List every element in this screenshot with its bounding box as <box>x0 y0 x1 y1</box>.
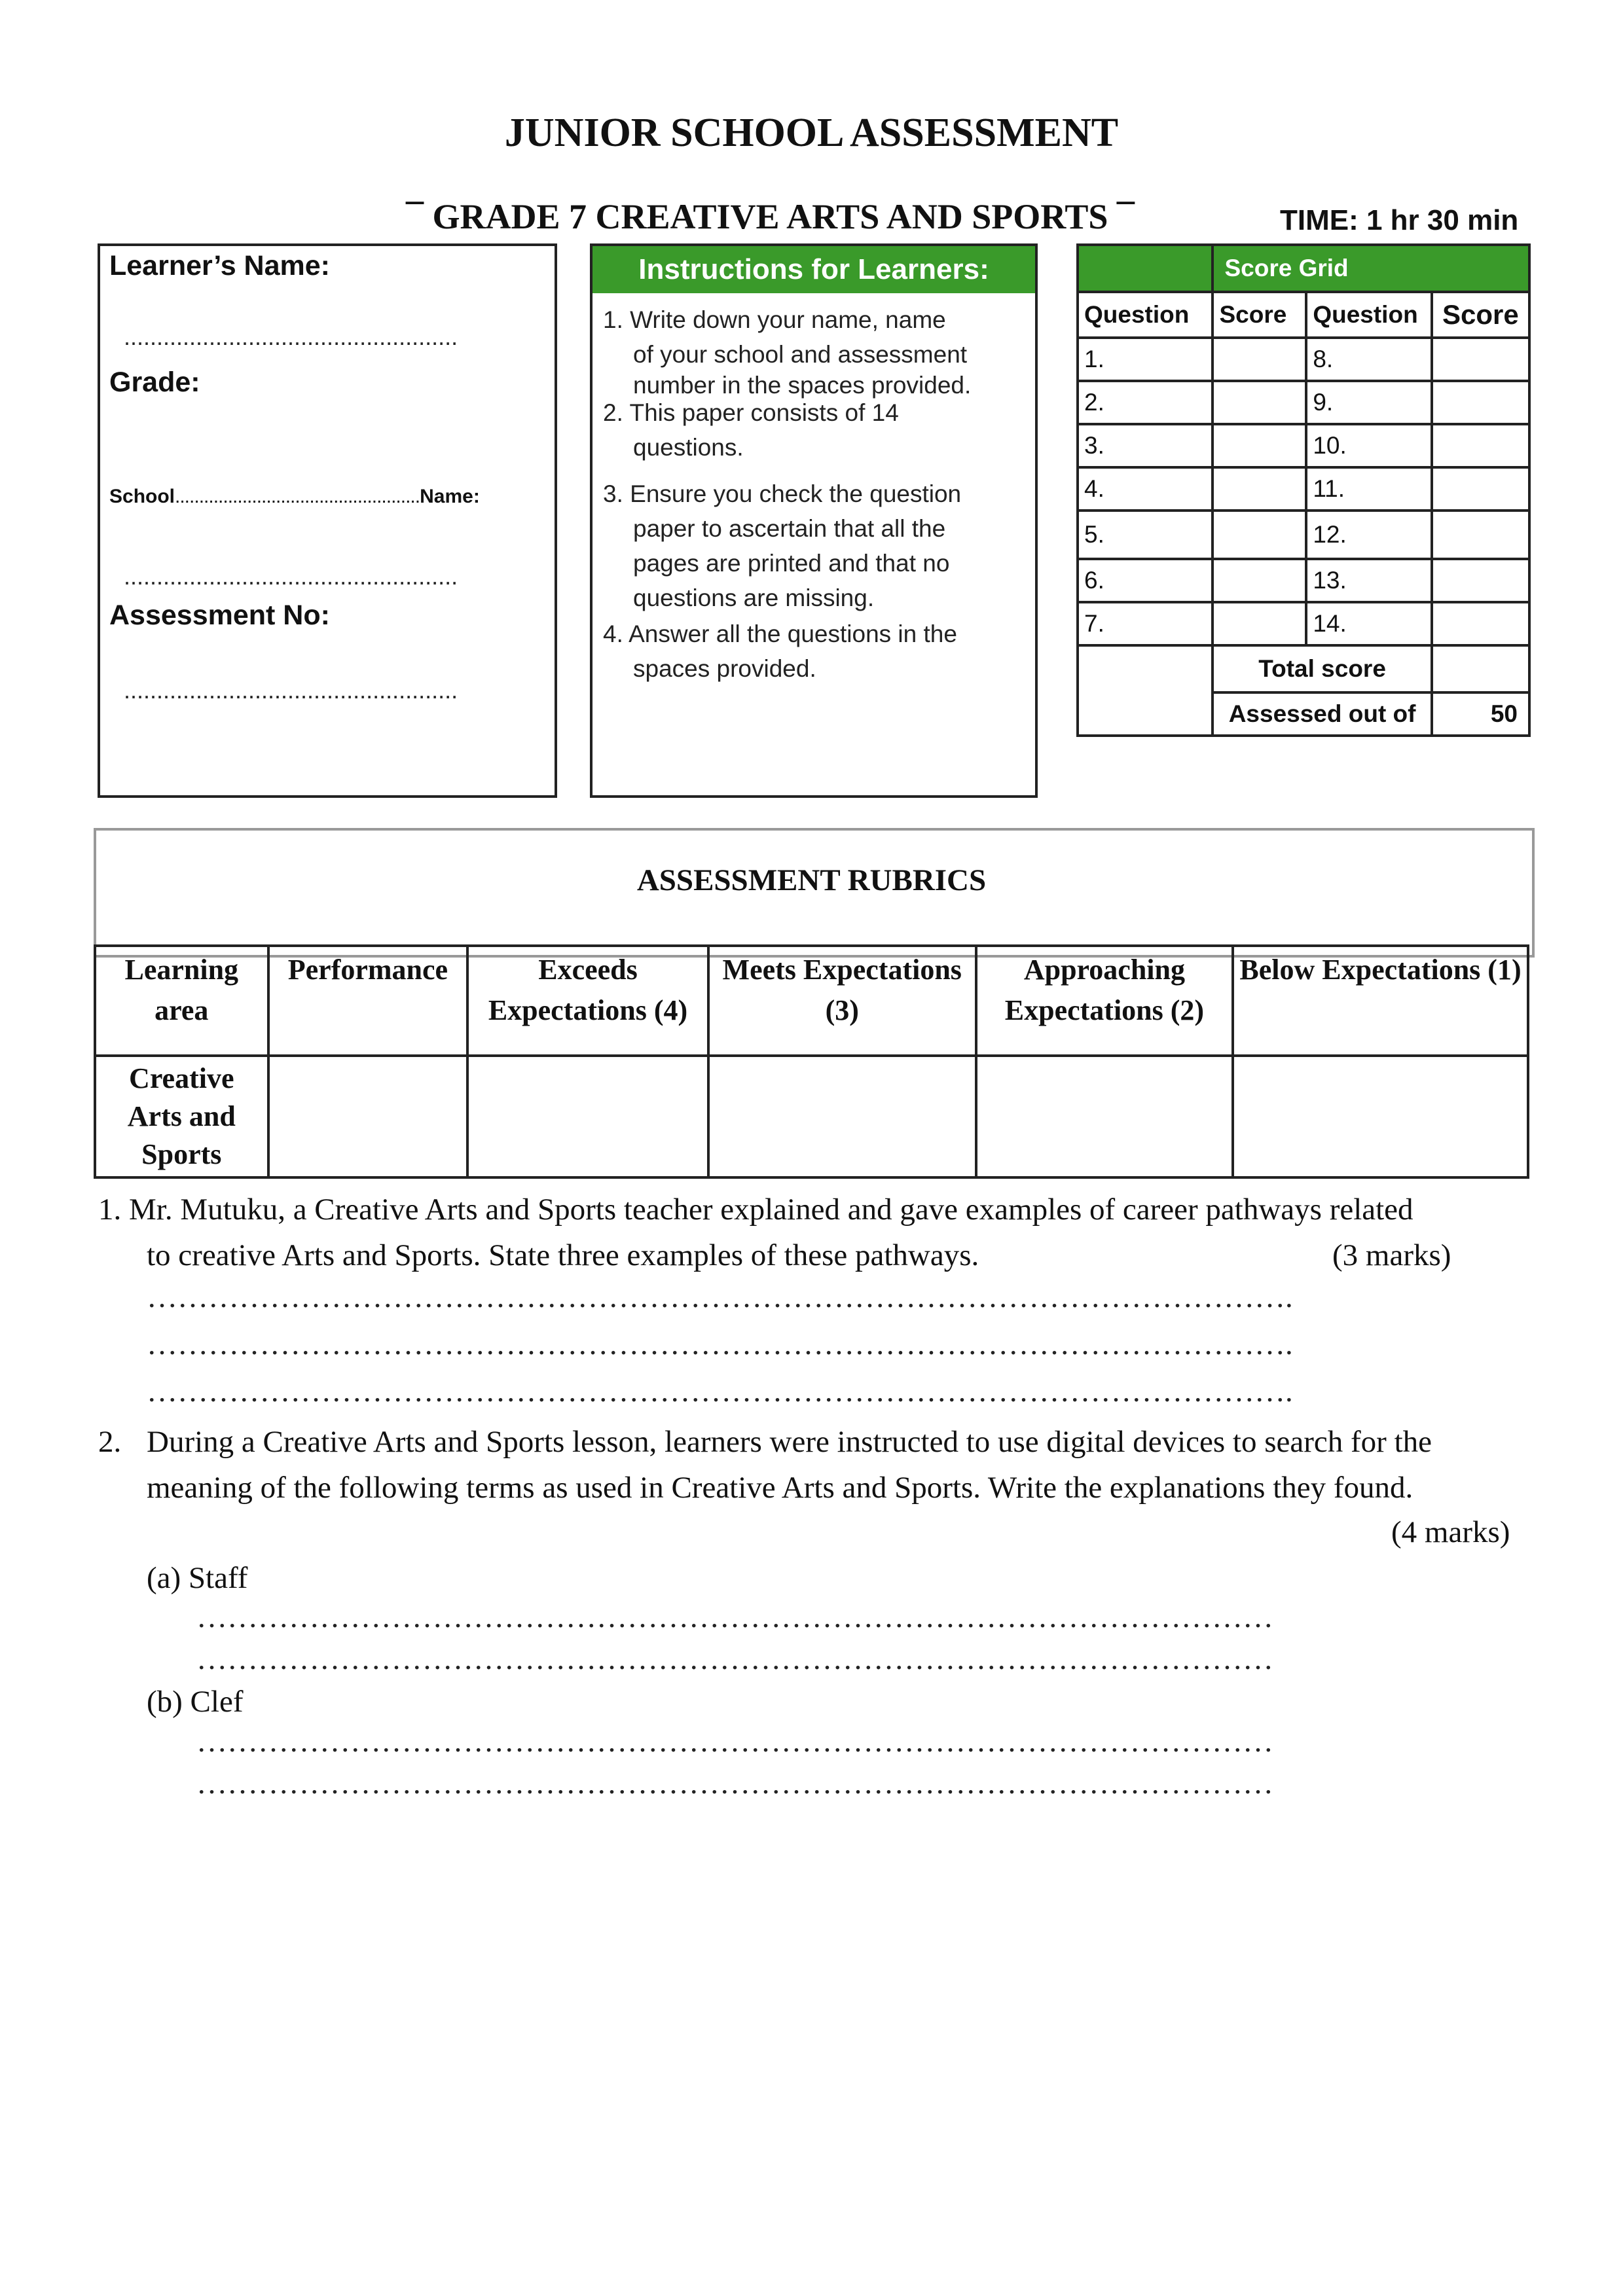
col-score: Score <box>1432 292 1529 338</box>
rubric-col-below: Below Expectations (1) <box>1233 946 1528 1056</box>
instruction-text: 3. Ensure you check the question <box>603 480 962 507</box>
score-grid-heading: Score Grid <box>1213 245 1529 292</box>
grade-label: Grade: <box>109 367 200 398</box>
score-cell[interactable] <box>1432 381 1529 424</box>
table-row <box>1078 645 1529 692</box>
table-row <box>1078 511 1529 559</box>
question-number: 14. <box>1306 602 1431 645</box>
score-cell[interactable] <box>1213 559 1306 602</box>
table-row <box>1078 424 1529 467</box>
grid-head-blank <box>1078 245 1213 292</box>
assessed-out-of-value: 50 <box>1432 692 1529 736</box>
score-cell[interactable] <box>1213 511 1306 559</box>
score-cell[interactable] <box>1213 381 1306 424</box>
question-1-text: to creative Arts and Sports. State three examples of these pathways. <box>147 1238 979 1272</box>
rubrics-table <box>94 944 1529 1179</box>
question-number: 12. <box>1306 511 1431 559</box>
instruction-text: spaces provided. <box>633 655 816 682</box>
answer-line[interactable]: …………………………………………………………………………………………………. <box>147 1280 1293 1314</box>
instructions-heading: Instructions for Learners: <box>593 246 1035 293</box>
school-field[interactable]: ................................................... <box>175 486 420 507</box>
rubric-col-meets: Meets Expectations (3) <box>708 946 976 1056</box>
instruction-item <box>603 302 1029 403</box>
score-cell[interactable] <box>1432 338 1529 381</box>
school-name-row <box>109 486 480 508</box>
rubric-cell[interactable] <box>708 1056 976 1177</box>
instruction-text: 2. This paper consists of 14 <box>603 399 899 426</box>
table-row <box>1078 602 1529 645</box>
score-cell[interactable] <box>1432 602 1529 645</box>
table-row <box>1078 381 1529 424</box>
question-number: 6. <box>1078 559 1213 602</box>
instruction-text: pages are printed and that no <box>633 550 950 577</box>
instruction-text: 4. Answer all the questions in the <box>603 620 957 647</box>
score-cell[interactable] <box>1432 559 1529 602</box>
rubric-area-cell: Creative Arts and Sports <box>95 1056 268 1177</box>
assessment-no-label: Assessment No: <box>109 600 330 631</box>
assessed-out-of-label: Assessed out of <box>1213 692 1431 736</box>
time-label: TIME: 1 hr 30 min <box>1280 204 1519 236</box>
page-subtitle: ¯ GRADE 7 CREATIVE ARTS AND SPORTS ¯ <box>406 197 1135 236</box>
question-number: 4. <box>1078 467 1213 511</box>
question-number: 1. <box>1078 338 1213 381</box>
question-number: 2. <box>1078 381 1213 424</box>
question-2-text: During a Creative Arts and Sports lesson, learners were instructed to use digital devices to search for the <box>147 1425 1432 1459</box>
question-1-marks: (3 marks) <box>1332 1238 1451 1272</box>
question-number: 8. <box>1306 338 1431 381</box>
table-row <box>1078 559 1529 602</box>
rubric-col-learning-area: Learning area <box>95 946 268 1056</box>
instruction-text: of your school and assessment <box>633 341 968 368</box>
score-grid <box>1076 243 1531 753</box>
answer-line[interactable]: …………………………………………………………………………………………… <box>196 1600 1273 1634</box>
learner-name-field[interactable]: ................................................... <box>124 323 458 350</box>
answer-line[interactable]: …………………………………………………………………………………………… <box>196 1725 1273 1759</box>
rubrics-title: ASSESSMENT RUBRICS <box>636 863 987 897</box>
rubric-col-performance: Performance <box>268 946 468 1056</box>
total-score-cell[interactable] <box>1432 645 1529 692</box>
question-2b-label: (b) Clef <box>147 1685 244 1719</box>
score-cell[interactable] <box>1432 467 1529 511</box>
question-2-text: meaning of the following terms as used in Creative Arts and Sports. Write the explanations they found. <box>147 1471 1413 1505</box>
question-number: 3. <box>1078 424 1213 467</box>
score-grid-table <box>1076 243 1531 737</box>
question-number: 10. <box>1306 424 1431 467</box>
table-row <box>1078 467 1529 511</box>
learner-details-box <box>98 243 557 798</box>
instruction-text: 1. Write down your name, name <box>603 306 946 333</box>
question-2-marks: (4 marks) <box>1391 1515 1510 1549</box>
col-question: Question <box>1306 292 1431 338</box>
score-cell[interactable] <box>1213 467 1306 511</box>
table-row <box>1078 338 1529 381</box>
score-cell[interactable] <box>1432 511 1529 559</box>
school-name-field[interactable]: ................................................... <box>124 563 458 590</box>
total-score-label: Total score <box>1213 645 1431 692</box>
score-cell[interactable] <box>1213 602 1306 645</box>
question-number: 11. <box>1306 467 1431 511</box>
instruction-text: questions. <box>633 434 744 461</box>
learner-name-label: Learner’s Name: <box>109 250 330 281</box>
answer-line[interactable]: …………………………………………………………………………………………………. <box>147 1327 1293 1361</box>
score-cell[interactable] <box>1213 424 1306 467</box>
question-2-number: 2. <box>98 1425 122 1459</box>
answer-line[interactable]: …………………………………………………………………………………………… <box>196 1767 1273 1801</box>
instructions-box <box>590 243 1038 798</box>
score-cell[interactable] <box>1213 338 1306 381</box>
question-2a-label: (a) Staff <box>147 1561 248 1595</box>
rubric-col-approaching: Approaching Expectations (2) <box>976 946 1233 1056</box>
rubric-cell[interactable] <box>1233 1056 1528 1177</box>
school-label: School <box>109 486 175 507</box>
score-cell[interactable] <box>1432 424 1529 467</box>
answer-line[interactable]: …………………………………………………………………………………………………. <box>147 1374 1293 1408</box>
rubric-header-row <box>95 946 1528 1056</box>
grid-blank-cell <box>1078 645 1213 736</box>
answer-line[interactable]: …………………………………………………………………………………………… <box>196 1642 1273 1676</box>
school-name-label: Name: <box>420 486 480 507</box>
instruction-text: paper to ascertain that all the <box>633 515 946 542</box>
rubric-cell[interactable] <box>976 1056 1233 1177</box>
rubric-cell[interactable] <box>268 1056 468 1177</box>
col-score: Score <box>1213 292 1306 338</box>
instruction-item <box>603 395 1029 465</box>
rubric-col-exceeds: Exceeds Expectations (4) <box>467 946 708 1056</box>
question-number: 13. <box>1306 559 1431 602</box>
question-1-text: 1. Mr. Mutuku, a Creative Arts and Sports teacher explained and gave examples of career pathways related <box>98 1193 1413 1227</box>
assessment-no-field[interactable]: ................................................... <box>124 677 458 704</box>
question-number: 7. <box>1078 602 1213 645</box>
question-number: 9. <box>1306 381 1431 424</box>
question-number: 5. <box>1078 511 1213 559</box>
page-title: JUNIOR SCHOOL ASSESSMENT <box>504 111 1119 155</box>
rubric-cell[interactable] <box>467 1056 708 1177</box>
instruction-text: number in the spaces provided. <box>633 372 972 399</box>
instruction-text: questions are missing. <box>633 584 875 611</box>
rubric-row <box>95 1056 1528 1177</box>
instruction-item <box>603 476 1029 615</box>
col-question: Question <box>1078 292 1213 338</box>
instruction-item <box>603 617 1029 686</box>
